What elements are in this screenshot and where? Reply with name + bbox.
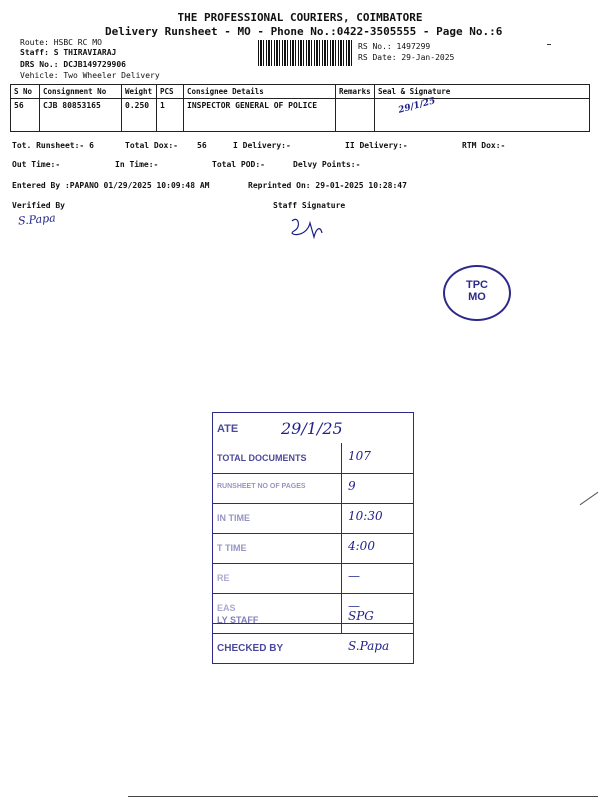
cell-consignee: INSPECTOR GENERAL OF POLICE <box>184 99 336 132</box>
tpc-round-stamp <box>443 265 511 321</box>
stamp-row: T TIME 4:00 <box>213 533 413 564</box>
stamp-line2: MO <box>468 291 486 303</box>
cell-consignment: CJB 80853165 <box>40 99 122 132</box>
total-pod: Total POD:- <box>212 160 265 169</box>
i-delivery: I Delivery:- <box>233 141 291 150</box>
table-row <box>11 99 590 132</box>
stamp-row: CHECKED BY S.Papa <box>217 639 390 654</box>
stamp-row: IN TIME 10:30 <box>213 503 413 534</box>
cell-weight: 0.250 <box>122 99 157 132</box>
vehicle: Vehicle: Two Wheeler Delivery <box>20 71 160 80</box>
page-edge-line <box>128 796 598 797</box>
consignment-table <box>10 84 590 132</box>
tot-runsheet: Tot. Runsheet:- 6 <box>12 141 94 150</box>
staff: Staff: S THIRAVIARAJ <box>20 48 117 57</box>
entered-by: Entered By :PAPANO 01/29/2025 10:09:48 AM <box>12 181 210 190</box>
col-weight: Weight <box>122 85 157 99</box>
stamp-row: LY STAFF SPG <box>213 603 413 634</box>
stamp-date-label: ATE <box>217 423 239 435</box>
scan-mark <box>580 492 599 505</box>
cell-pcs: 1 <box>157 99 184 132</box>
company-title: THE PROFESSIONAL COURIERS, COIMBATORE <box>177 11 423 24</box>
barcode <box>258 40 353 66</box>
cell-remarks <box>336 99 375 132</box>
drs-number: DRS No.: DCJB149729906 <box>20 60 126 69</box>
in-time: In Time:- <box>115 160 159 169</box>
reprinted-on: Reprinted On: 29-01-2025 10:28:47 <box>248 181 407 190</box>
verified-by-label: Verified By <box>12 201 65 210</box>
cell-sno: 56 <box>11 99 40 132</box>
total-dox-value: 56 <box>197 141 207 150</box>
receiving-stamp <box>212 412 414 664</box>
staff-signature-scribble <box>288 213 324 241</box>
col-consignee: Consignee Details <box>184 85 336 99</box>
rtm-dox: RTM Dox:- <box>462 141 506 150</box>
total-dox-label: Total Dox:- <box>125 141 178 150</box>
stamp-date-value: 29/1/25 <box>281 419 343 438</box>
seal-signature: 29/1/25 <box>397 96 437 116</box>
stamp-row: EAS — <box>213 593 413 624</box>
runsheet-subtitle: Delivery Runsheet - MO - Phone No.:0422-3505555 - Page No.:6 <box>105 25 503 38</box>
scan-mark <box>547 44 551 45</box>
rs-number: RS No.: 1497299 <box>358 42 431 51</box>
ii-delivery: II Delivery:- <box>345 141 408 150</box>
stamp-line1: TPC <box>466 279 488 291</box>
out-time: Out Time:- <box>12 160 61 169</box>
col-consignment: Consignment No <box>40 85 122 99</box>
table-header-row <box>11 85 590 99</box>
delvy-points: Delvy Points:- <box>293 160 361 169</box>
col-sno: S No <box>11 85 40 99</box>
stamp-row: RE — <box>213 563 413 594</box>
stamp-row: TOTAL DOCUMENTS 107 <box>213 443 413 474</box>
rs-date: RS Date: 29-Jan-2025 <box>358 53 455 62</box>
col-remarks: Remarks <box>336 85 375 99</box>
staff-signature-label: Staff Signature <box>273 201 346 210</box>
cell-seal <box>375 96 590 132</box>
col-seal: Seal & Signature <box>375 85 590 99</box>
route: Route: HSBC RC MO <box>20 38 102 47</box>
verified-signature: S.Papa <box>17 211 57 228</box>
stamp-date-row <box>213 413 413 443</box>
stamp-row: RUNSHEET NO OF PAGES 9 <box>213 473 413 504</box>
col-pcs: PCS <box>157 85 184 99</box>
